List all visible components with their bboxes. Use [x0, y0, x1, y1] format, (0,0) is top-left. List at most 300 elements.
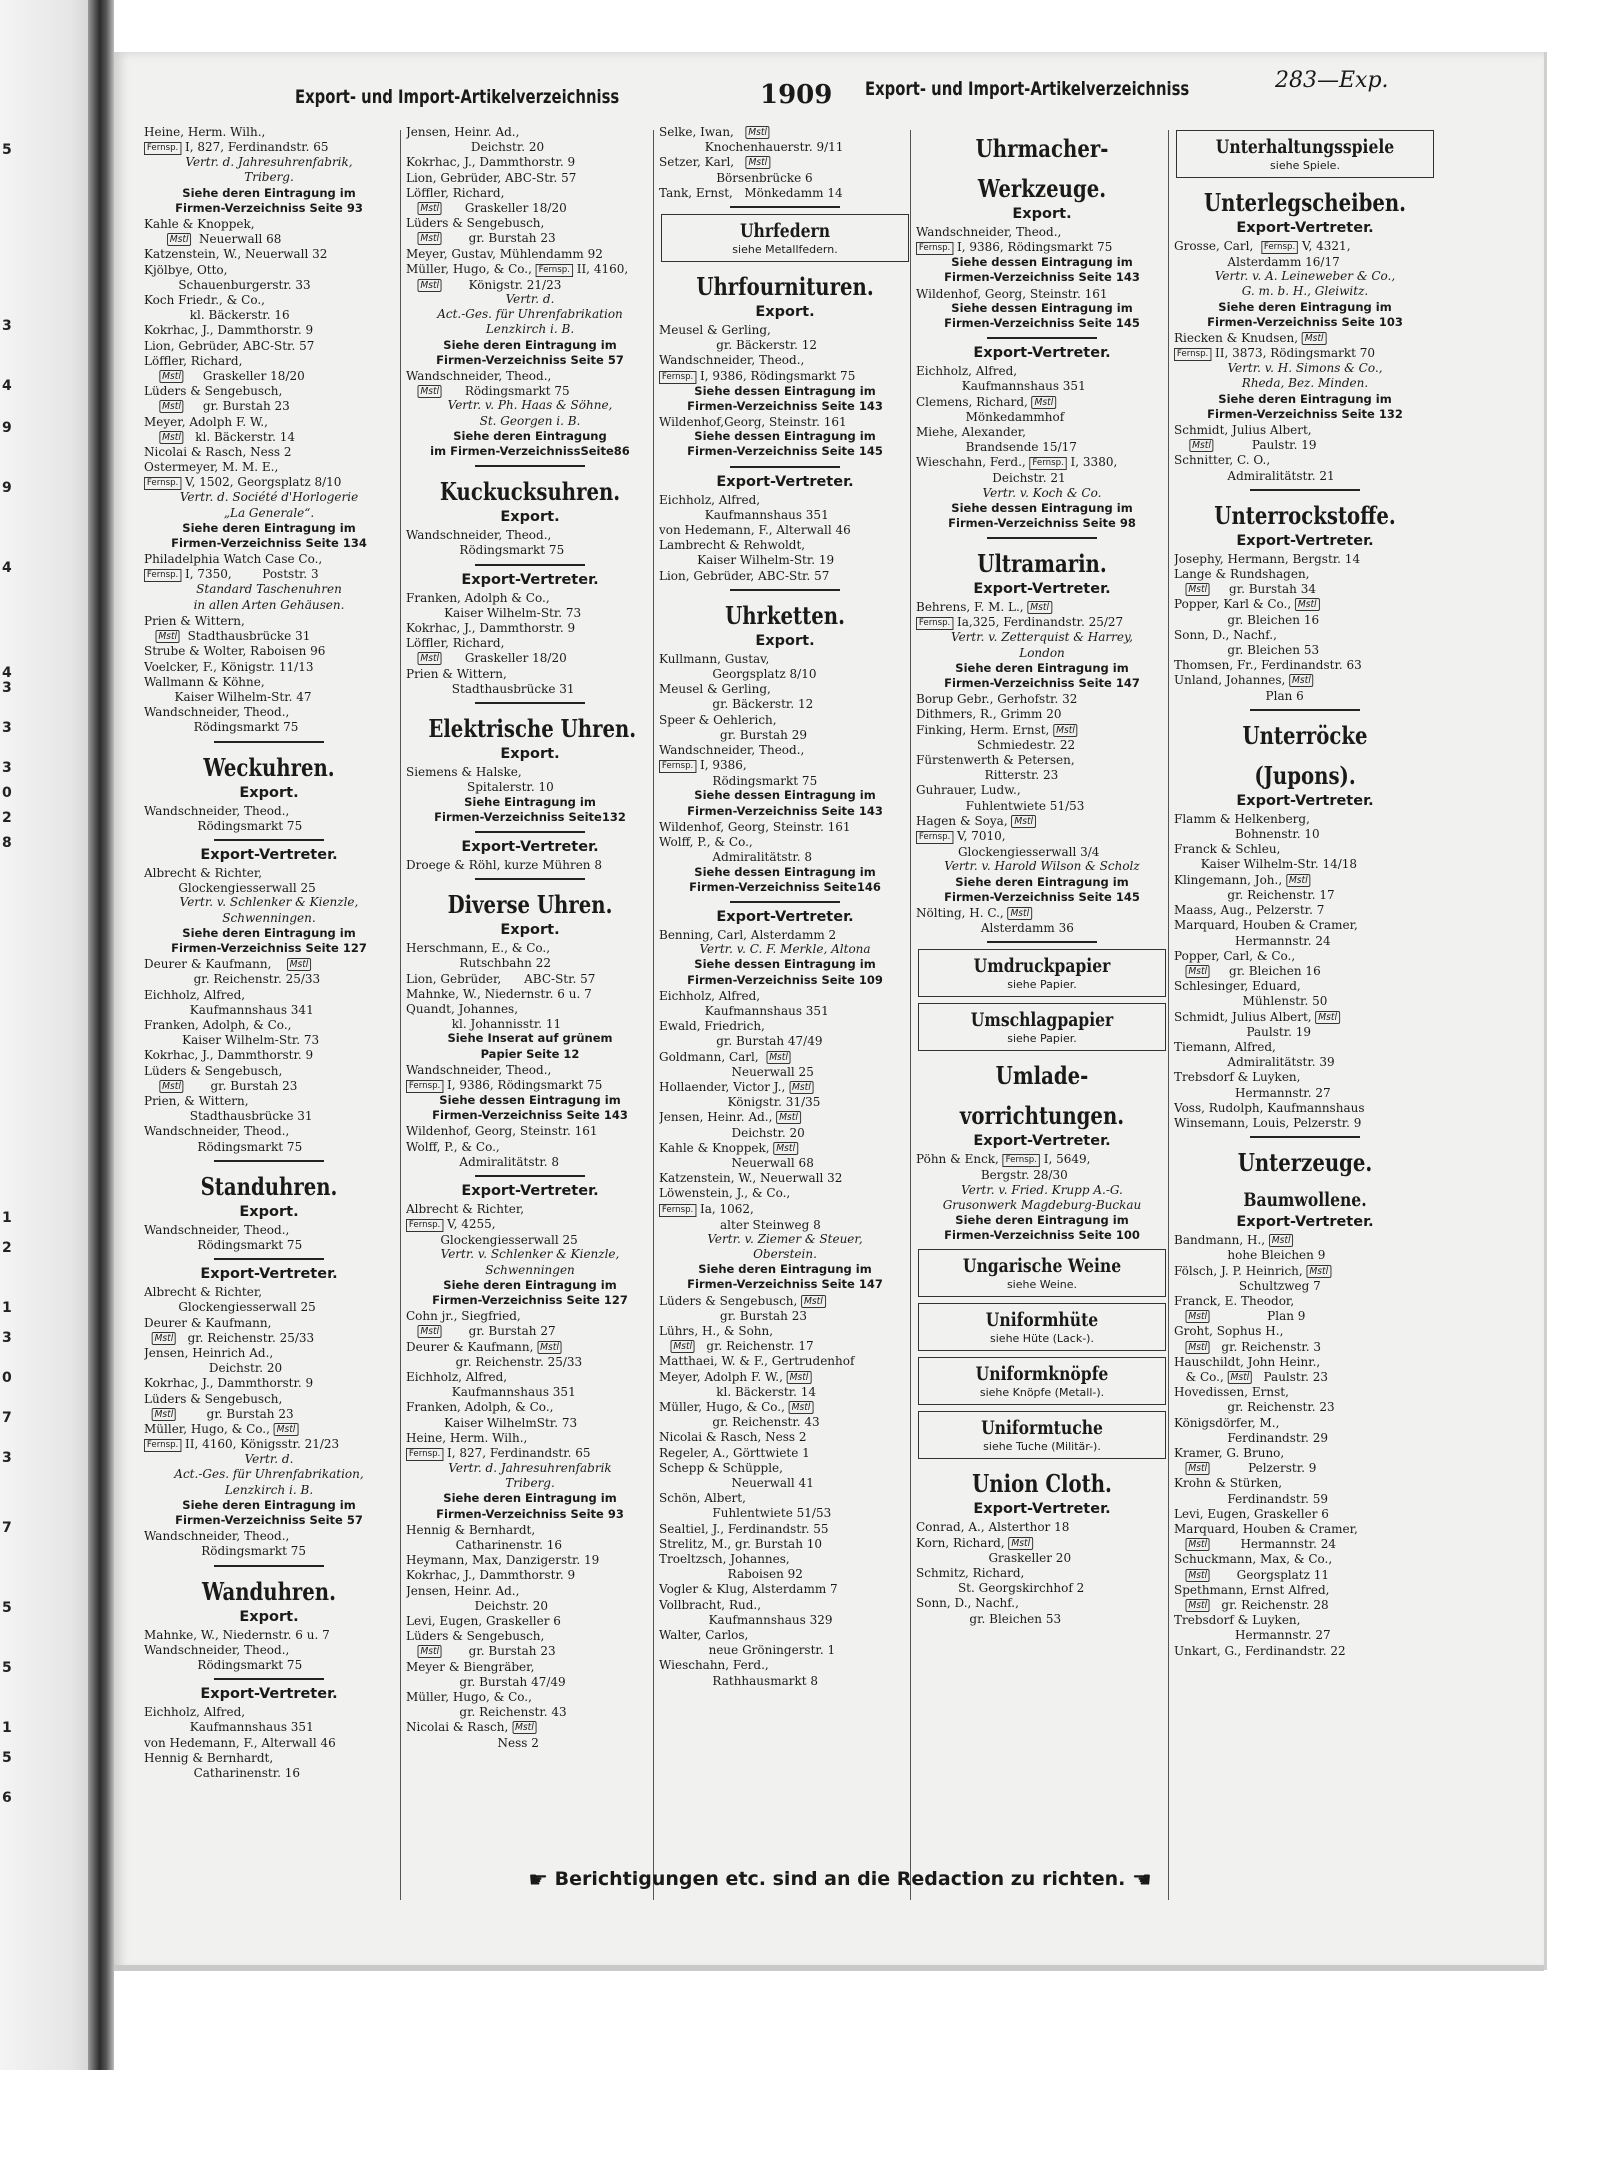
firm-entry-line: Lüders & Sengebusch, — [144, 1062, 283, 1078]
telephone-badge-icon: Fernsp. — [144, 142, 181, 155]
firm-entry-line: Jensen, Heinrich Ad., — [144, 1345, 274, 1360]
mstl-stamp-icon: Mstl — [152, 1332, 176, 1345]
section-rule — [987, 941, 1097, 943]
directory-reference: Siehe deren Eintragung im — [698, 1262, 872, 1277]
firm-entry-line: Wandschneider, Theod., — [144, 1528, 290, 1544]
firm-entry-line: von Hedemann, F., Alterwall 46 — [659, 522, 851, 538]
firm-entry-line: Ewald, Friedrich, — [659, 1018, 765, 1034]
mstl-stamp-icon: Mstl — [1185, 1599, 1209, 1612]
firm-entry-line: Mstl gr. Burstah 23 — [144, 1078, 384, 1093]
firm-entry-line: Marquard, Houben & Cramer, — [1174, 917, 1358, 933]
firm-entry-line: Prien, & Wittern, — [144, 1092, 249, 1108]
firm-entry-line: Franck & Schleu, — [1174, 841, 1281, 857]
firm-entry-line: gr. Reichenstr. 43 — [659, 1414, 820, 1430]
section-rule — [214, 1258, 324, 1260]
firm-entry-line: kl. Johannisstr. 11 — [406, 1016, 562, 1032]
firm-entry-line: Rödingsmarkt 75 — [144, 719, 299, 735]
mstl-stamp-icon: Mstl — [766, 1051, 790, 1064]
section-rule — [987, 537, 1097, 539]
firm-entry-line: Koch Friedr., & Co., — [144, 292, 266, 308]
representation-note: Vertr. d. Société d'Horlogerie — [179, 490, 359, 505]
firm-entry-line: Voss, Rudolph, Kaufmannshaus — [1174, 1099, 1365, 1115]
firm-entry-line: Mstl gr. Burstah 34 — [1174, 581, 1426, 596]
mstl-stamp-icon: Mstl — [787, 1371, 811, 1384]
firm-entry-line: Knochenhauerstr. 9/11 — [659, 139, 844, 155]
firm-entry-line: Admiralitätstr. 21 — [1174, 467, 1335, 483]
representation-note: Rheda, Bez. Minden. — [1241, 376, 1369, 391]
firm-entry-line: Fuhlentwiete 51/53 — [659, 1505, 832, 1521]
margin-mark: 9 — [2, 420, 12, 436]
firm-entry-line: Walter, Carlos, — [659, 1627, 749, 1643]
firm-entry-line: Plan 6 — [1174, 687, 1304, 703]
mstl-stamp-icon: Mstl — [167, 233, 191, 246]
representation-note: Lenzkirch i. B. — [485, 322, 575, 337]
page-number: 283—Exp. — [1275, 68, 1389, 93]
representation-note: „La Generale“. — [223, 505, 315, 520]
mstl-stamp-icon: Mstl — [1008, 1537, 1032, 1550]
firm-entry-line: Rödingsmarkt 75 — [144, 1236, 303, 1252]
firm-entry-line: Borup Gebr., Gerhofstr. 32 — [916, 691, 1078, 707]
firm-entry-line: Ferdinandstr. 59 — [1174, 1490, 1329, 1506]
section-label: Export. — [755, 632, 815, 649]
mstl-stamp-icon: Mstl — [745, 126, 769, 139]
firm-entry-line: Fernsp. II, 3873, Rödingsmarkt 70 — [1174, 345, 1426, 361]
firm-entry-line: Popper, Karl & Co., Mstl — [1174, 596, 1426, 611]
directory-reference: Firmen-Verzeichniss Seite 57 — [175, 1513, 363, 1528]
firm-entry-line: Mstl Georgsplatz 11 — [1174, 1567, 1426, 1582]
directory-reference: Firmen-Verzeichniss Seite 143 — [432, 1108, 628, 1123]
firm-entry-line: Lion, Gebrüder, ABC-Str. 57 — [659, 567, 830, 583]
firm-entry-line: Brandsende 15/17 — [916, 439, 1077, 455]
section-rule — [1250, 489, 1360, 491]
directory-reference: Firmen-Verzeichniss Seite 147 — [944, 676, 1140, 691]
cross-reference-note: siehe Tuche (Militär-). — [983, 1440, 1101, 1454]
section-rule — [475, 831, 585, 833]
firm-entry-line: Mahnke, W., Niedernstr. 6 u. 7 — [144, 1626, 330, 1642]
firm-entry-line: Wandschneider, Theod., — [406, 368, 552, 384]
firm-entry-line: Albrecht & Richter, — [406, 1200, 525, 1216]
representation-note: Oberstein. — [753, 1246, 817, 1261]
firm-entry-line: Lambrecht & Rehwoldt, — [659, 537, 806, 553]
section-rule — [987, 337, 1097, 339]
cross-reference-box — [661, 214, 909, 262]
firm-entry-line: Mstl Graskeller 18/20 — [406, 200, 644, 215]
firm-entry-line: Deichstr. 21 — [916, 470, 1066, 486]
representation-note: Vertr. v. H. Simons & Co., — [1227, 361, 1383, 376]
section-label: Export-Vertreter. — [200, 1266, 338, 1283]
firm-entry-line: Droege & Röhl, kurze Mühren 8 — [406, 856, 602, 872]
firm-entry-line: Fernsp. V, 7010, — [916, 828, 1158, 844]
directory-column-3 — [659, 124, 911, 1904]
directory-reference: Siehe dessen Eintragung im — [694, 383, 876, 398]
representation-note: Grusonwerk Magdeburg-Buckau — [942, 1197, 1142, 1212]
telephone-badge-icon: Fernsp. — [1261, 241, 1298, 254]
firm-entry-line: Kaufmannshaus 351 — [144, 1719, 314, 1735]
margin-mark: 7 — [2, 1520, 12, 1536]
firm-entry-line: Wandschneider, Theod., — [144, 1221, 290, 1237]
directory-reference: Firmen-Verzeichniss Seite 143 — [944, 270, 1140, 285]
firm-entry-line: Stadthausbrücke 31 — [144, 1108, 313, 1124]
telephone-badge-icon: Fernsp. — [406, 1448, 443, 1461]
telephone-badge-icon: Fernsp. — [144, 569, 181, 582]
section-rule — [730, 466, 840, 468]
directory-reference: Siehe deren Eintragung im — [955, 660, 1129, 675]
directory-column-4 — [916, 124, 1168, 1904]
category-heading: Elektrische Uhren. — [428, 714, 637, 744]
directory-reference: Firmen-Verzeichniss Seite 134 — [171, 536, 367, 551]
mstl-stamp-icon: Mstl — [1027, 601, 1051, 614]
firm-entry-line: Kokrhac, J., Dammthorstr. 9 — [144, 322, 314, 338]
category-heading: Unterzeuge. — [1237, 1148, 1373, 1178]
directory-reference: Firmen-Verzeichniss Seite 103 — [1207, 314, 1403, 329]
firm-entry-line: Hollaender, Victor J., Mstl — [659, 1079, 901, 1094]
firm-entry-line: alter Steinweg 8 — [659, 1216, 821, 1232]
directory-reference: Siehe Eintragung im — [464, 794, 596, 809]
category-heading: (Jupons). — [1254, 760, 1356, 790]
mstl-stamp-icon: Mstl — [1315, 1011, 1339, 1024]
mstl-stamp-icon: Mstl — [801, 1295, 825, 1308]
firm-entry-line: Rödingsmarkt 75 — [144, 1138, 303, 1154]
margin-mark: 6 — [2, 1790, 12, 1806]
section-label: Export-Vertreter. — [1236, 792, 1374, 809]
mstl-stamp-icon: Mstl — [1286, 874, 1310, 887]
directory-reference: Siehe deren Eintragung im — [182, 185, 356, 200]
mstl-stamp-icon: Mstl — [1053, 724, 1077, 737]
firm-entry-line: Lion, Gebrüder, ABC-Str. 57 — [406, 970, 596, 986]
firm-entry-line: gr. Reichenstr. 17 — [1174, 886, 1335, 902]
firm-entry-line: Wandschneider, Theod., — [144, 802, 290, 818]
margin-mark: 3 — [2, 1450, 12, 1466]
cross-reference-heading: Ungarische Weine — [962, 1255, 1122, 1278]
firm-entry-line: Finking, Herm. Ernst, Mstl — [916, 722, 1158, 737]
firm-entry-line: Mstl Neuerwall 68 — [144, 231, 384, 246]
firm-entry-line: Kaiser Wilhelm-Str. 19 — [659, 552, 835, 568]
firm-entry-line: Speer & Oehlerich, — [659, 711, 777, 727]
firm-entry-line: Mönkedammhof — [916, 408, 1065, 424]
firm-entry-line: Maass, Aug., Pelzerstr. 7 — [1174, 902, 1325, 918]
directory-reference: Firmen-Verzeichniss Seite 143 — [687, 803, 883, 818]
mstl-stamp-icon: Mstl — [417, 202, 441, 215]
firm-entry-line: gr. Reichenstr. 43 — [406, 1704, 567, 1720]
firm-entry-line: gr. Reichenstr. 23 — [1174, 1399, 1335, 1415]
running-header — [175, 62, 1465, 124]
firm-entry-line: Conrad, A., Alsterthor 18 — [916, 1519, 1070, 1535]
cross-reference-note: siehe Hüte (Lack-). — [990, 1332, 1094, 1346]
section-label: Export-Vertreter. — [461, 571, 599, 588]
firm-entry-line: Benning, Carl, Alsterdamm 2 — [659, 926, 837, 942]
section-rule — [730, 901, 840, 903]
firm-entry-line: Pöhn & Enck, Fernsp. I, 5649, — [916, 1151, 1091, 1167]
margin-mark: 3 — [2, 760, 12, 776]
directory-reference: Siehe deren Eintragung im — [955, 1212, 1129, 1227]
section-rule — [475, 1175, 585, 1177]
firm-entry-line: Müller, Hugo, & Co., Mstl — [659, 1399, 901, 1414]
representation-note: Vertr. v. Schlenker & Kienzle, — [179, 895, 359, 910]
mstl-stamp-icon: Mstl — [1295, 598, 1319, 611]
representation-note: Vertr. v. Koch & Co. — [982, 485, 1102, 500]
firm-entry-line: Mstl Rödingsmarkt 75 — [406, 383, 644, 398]
firm-entry-line: Wildenhof, Georg, Steinstr. 161 — [406, 1123, 598, 1139]
firm-entry-line: kl. Bäckerstr. 16 — [144, 307, 290, 323]
margin-mark: 7 — [2, 1410, 12, 1426]
cross-reference-heading: Uniformknöpfe — [975, 1363, 1109, 1386]
firm-entry-line: Deurer & Kaufmann, Mstl — [144, 956, 384, 971]
firm-entry-line: Fernsp. Ia,325, Ferdinandstr. 25/27 — [916, 614, 1158, 630]
margin-mark: 4 — [2, 560, 12, 576]
firm-entry-line: Kahle & Knoppek, Mstl — [659, 1140, 901, 1155]
representation-note: Vertr. v. Ziemer & Steuer, — [707, 1231, 863, 1246]
directory-reference: Siehe dessen Eintragung im — [951, 300, 1133, 315]
firm-entry-line: gr. Reichenstr. 25/33 — [406, 1353, 583, 1369]
firm-entry-line: Mstl Graskeller 18/20 — [406, 650, 644, 665]
firm-entry-line: Deichstr. 20 — [659, 1124, 805, 1140]
firm-entry-line: Eichholz, Alfred, — [659, 491, 761, 507]
firm-entry-line: kl. Bäckerstr. 14 — [659, 1383, 817, 1399]
firm-entry-line: Deichstr. 20 — [406, 1597, 548, 1613]
firm-entry-line: Albrecht & Richter, — [144, 864, 263, 880]
footer-notice — [460, 1868, 1220, 1898]
firm-entry-line: Hermannstr. 27 — [1174, 1084, 1331, 1100]
firm-entry-line: Deurer & Kaufmann, Mstl — [406, 1339, 644, 1354]
firm-entry-line: Wieschahn, Ferd., — [659, 1657, 769, 1673]
firm-entry-line: Voelcker, F., Königstr. 11/13 — [144, 658, 314, 674]
mstl-stamp-icon: Mstl — [746, 156, 770, 169]
firm-entry-line: Graskeller 20 — [916, 1549, 1072, 1565]
section-label: Export. — [500, 922, 560, 939]
firm-entry-line: Thomsen, Fr., Ferdinandstr. 63 — [1174, 657, 1362, 673]
firm-entry-line: gr. Burstah 29 — [659, 726, 808, 742]
mstl-stamp-icon: Mstl — [1269, 1234, 1293, 1247]
representation-note: Triberg. — [244, 170, 294, 185]
section-rule — [1250, 1136, 1360, 1138]
cross-reference-box — [918, 1303, 1166, 1351]
section-label: Export-Vertreter. — [973, 1133, 1111, 1150]
firm-entry-line: Popper, Carl, & Co., — [1174, 947, 1296, 963]
firm-entry-line: Schnitter, C. O., — [1174, 452, 1271, 468]
firm-entry-line: Wandschneider, Theod., — [144, 1641, 290, 1657]
firm-entry-line: Lüders & Sengebusch, — [144, 383, 283, 399]
representation-note: Vertr. v. A. Leineweber & Co., — [1214, 269, 1396, 284]
mstl-stamp-icon: Mstl — [789, 1401, 813, 1414]
firm-entry-line: Riecken & Knudsen, Mstl — [1174, 330, 1426, 345]
firm-entry-line: Mühlenstr. 50 — [1174, 993, 1328, 1009]
mstl-stamp-icon: Mstl — [159, 370, 183, 383]
firm-entry-line: Löwenstein, J., & Co., — [659, 1185, 791, 1201]
margin-mark: 3 — [2, 318, 12, 334]
header-year: 1909 — [760, 80, 833, 110]
firm-entry-line: Mstl Stadthausbrücke 31 — [144, 628, 384, 643]
mstl-stamp-icon: Mstl — [512, 1721, 536, 1734]
firm-entry-line: Hovedissen, Ernst, — [1174, 1384, 1289, 1400]
firm-entry-line: Fernsp. V, 4255, — [406, 1216, 644, 1232]
category-heading: Umlade- — [995, 1061, 1089, 1091]
firm-entry-line: Josephy, Hermann, Bergstr. 14 — [1174, 550, 1361, 566]
margin-mark: 9 — [2, 480, 12, 496]
firm-entry-line: gr. Burstah 47/49 — [659, 1033, 823, 1049]
margin-mark: 0 — [2, 785, 12, 801]
firm-entry-line: Wandschneider, Theod., — [659, 352, 805, 368]
firm-entry-line: Glockengiesserwall 25 — [406, 1232, 578, 1248]
cross-reference-note: siehe Knöpfe (Metall-). — [979, 1386, 1105, 1400]
telephone-badge-icon: Fernsp. — [659, 1204, 696, 1217]
firm-entry-line: Lüders & Sengebusch, — [406, 215, 545, 231]
directory-reference: Firmen-Verzeichniss Seite 145 — [944, 889, 1140, 904]
firm-entry-line: Mstl gr. Burstah 23 — [406, 230, 644, 245]
section-label: Export-Vertreter. — [461, 838, 599, 855]
firm-entry-line: Fernsp. I, 827, Ferdinandstr. 65 — [406, 1445, 644, 1461]
firm-entry-line: Müller, Hugo, & Co., Fernsp. II, 4160, — [406, 260, 629, 276]
firm-entry-line: Hagen & Soya, Mstl — [916, 813, 1158, 828]
telephone-badge-icon: Fernsp. — [1174, 348, 1211, 361]
firm-entry-line: Fölsch, J. P. Heinrich, Mstl — [1174, 1263, 1426, 1278]
firm-entry-line: Franken, Adolph, & Co., — [406, 1399, 554, 1415]
firm-entry-line: Mstl Königstr. 21/23 — [406, 277, 644, 292]
directory-column-2 — [406, 124, 654, 1904]
firm-entry-line: Wandschneider, Theod., — [144, 1123, 290, 1139]
cross-reference-box — [918, 1249, 1166, 1297]
firm-entry-line: gr. Bleichen 53 — [1174, 642, 1320, 658]
category-heading: Werkzeuge. — [977, 174, 1107, 203]
section-rule — [475, 878, 585, 880]
firm-entry-line: Fernsp. V, 1502, Georgsplatz 8/10 — [144, 474, 384, 490]
firm-entry-line: Prien & Wittern, — [144, 612, 245, 628]
section-label: Export. — [239, 1203, 299, 1220]
mstl-stamp-icon: Mstl — [417, 652, 441, 665]
firm-entry-line: Meyer & Biengräber, — [406, 1658, 535, 1674]
directory-column-5 — [1174, 124, 1436, 1904]
firm-entry-line: Fürstenwerth & Petersen, — [916, 752, 1075, 768]
firm-entry-line: Miehe, Alexander, — [916, 424, 1026, 440]
directory-columns — [144, 124, 1446, 1904]
firm-entry-line: Heine, Herm. Wilh., — [144, 124, 266, 139]
firm-entry-line: Hermannstr. 24 — [1174, 932, 1331, 948]
firm-entry-line: Philadelphia Watch Case Co., — [144, 551, 323, 567]
representation-note: Act.-Ges. für Uhrenfabrikation — [437, 307, 623, 322]
telephone-badge-icon: Fernsp. — [406, 1080, 443, 1093]
firm-entry-line: Löffler, Richard, — [144, 352, 243, 368]
representation-note: Vertr. d. — [244, 1452, 294, 1467]
firm-entry-line: Goldmann, Carl, Mstl — [659, 1049, 901, 1064]
section-label: Export-Vertreter. — [1236, 1214, 1374, 1231]
firm-entry-line: Alsterdamm 36 — [916, 920, 1074, 936]
firm-entry-line: Dithmers, R., Grimm 20 — [916, 706, 1062, 722]
cross-reference-box — [918, 1411, 1166, 1459]
column-divider — [400, 130, 401, 1900]
telephone-badge-icon: Fernsp. — [144, 477, 181, 490]
directory-reference: Siehe dessen Eintragung im — [694, 788, 876, 803]
directory-reference: Firmen-Verzeichniss Seite 143 — [687, 398, 883, 413]
cross-reference-note: siehe Metallfedern. — [732, 243, 838, 257]
firm-entry-line: Wandschneider, Theod., — [406, 1061, 552, 1077]
directory-reference: Firmen-Verzeichniss Seite 147 — [687, 1277, 883, 1292]
firm-entry-line: Fernsp. I, 9386, Rödingsmarkt 75 — [659, 368, 901, 384]
section-rule — [730, 206, 840, 208]
representation-note: Act.-Ges. für Uhrenfabrikation, — [174, 1467, 364, 1482]
category-heading: Unterrockstoffe. — [1214, 500, 1396, 530]
directory-reference: Firmen-Verzeichniss Seite 93 — [436, 1506, 624, 1521]
firm-entry-line: Franken, Adolph, & Co., — [144, 1016, 292, 1032]
directory-reference: Firmen-Verzeichniss Seite 109 — [687, 972, 883, 987]
firm-entry-line: Wieschahn, Ferd., Fernsp. I, 3380, — [916, 454, 1118, 470]
section-label: Export-Vertreter. — [200, 846, 338, 863]
mstl-stamp-icon: Mstl — [1185, 1310, 1209, 1323]
firm-entry-line: Fernsp. I, 9386, Rödingsmarkt 75 — [406, 1077, 644, 1093]
mstl-stamp-icon: Mstl — [1185, 1538, 1209, 1551]
firm-entry-line: Rutschbahn 22 — [406, 955, 551, 971]
directory-reference: Siehe deren Eintragung im — [443, 1277, 617, 1292]
firm-entry-line: Bandmann, H., Mstl — [1174, 1232, 1426, 1247]
firm-entry-line: Klingemann, Joh., Mstl — [1174, 872, 1426, 887]
section-rule — [214, 1160, 324, 1162]
firm-entry-line: Hennig & Bernhardt, — [406, 1521, 536, 1537]
telephone-badge-icon: Fernsp. — [144, 1439, 181, 1452]
representation-note: Standard Taschenuhren — [196, 582, 342, 597]
firm-entry-line: Nölting, H. C., Mstl — [916, 905, 1158, 920]
directory-reference: Firmen-Verzeichniss Seite 145 — [687, 444, 883, 459]
firm-entry-line: Albrecht & Richter, — [144, 1284, 263, 1300]
firm-entry-line: Wolff, P., & Co., — [406, 1138, 500, 1154]
section-label: Export. — [755, 304, 815, 321]
firm-entry-line: Meusel & Gerling, — [659, 322, 771, 338]
firm-entry-line: Wandschneider, Theod., — [406, 527, 552, 543]
section-label: Export-Vertreter. — [461, 1182, 599, 1199]
firm-entry-line: Eichholz, Alfred, — [144, 1704, 246, 1720]
firm-entry-line: Eichholz, Alfred, — [659, 987, 761, 1003]
firm-entry-line: Schlesinger, Eduard, — [1174, 978, 1301, 994]
firm-entry-line: Deurer & Kaufmann, — [144, 1314, 272, 1330]
firm-entry-line: Hermannstr. 27 — [1174, 1627, 1331, 1643]
firm-entry-line: Setzer, Karl, Mstl — [659, 154, 901, 169]
firm-entry-line: Kokrhac, J., Dammthorstr. 9 — [406, 154, 576, 170]
firm-entry-line: Mstl gr. Bleichen 16 — [1174, 963, 1426, 978]
directory-reference: Firmen-Verzeichniss Seite 127 — [171, 940, 367, 955]
footer-text: Berichtigungen etc. sind an die Redaction zu richten. — [554, 1868, 1126, 1890]
firm-entry-line: Meusel & Gerling, — [659, 681, 771, 697]
directory-reference: Siehe dessen Eintragung im — [694, 864, 876, 879]
book-spine — [88, 0, 114, 2070]
firm-entry-line: Königsdörfer, M., — [1174, 1414, 1280, 1430]
margin-mark: 0 — [2, 1370, 12, 1386]
facing-page-margin-marks — [0, 0, 22, 2070]
firm-entry-line: Kjölbye, Otto, — [144, 261, 228, 277]
mstl-stamp-icon: Mstl — [1189, 439, 1213, 452]
representation-note: G. m. b. H., Gleiwitz. — [1241, 284, 1369, 299]
firm-entry-line: Stadthausbrücke 31 — [406, 680, 575, 696]
firm-entry-line: Schmiedestr. 22 — [916, 736, 1076, 752]
firm-entry-line: Heine, Herm. Wilh., — [406, 1429, 528, 1445]
firm-entry-line: Kaiser Wilhelm-Str. 14/18 — [1174, 856, 1358, 872]
mstl-stamp-icon: Mstl — [287, 958, 311, 971]
firm-entry-line: Sealtiel, J., Ferdinandstr. 55 — [659, 1520, 829, 1536]
telephone-badge-icon: Fernsp. — [916, 242, 953, 255]
firm-entry-line: Spethmann, Ernst Alfred, — [1174, 1581, 1330, 1597]
firm-entry-line: Löffler, Richard, — [406, 635, 505, 651]
firm-entry-line: Behrens, F. M. L., Mstl — [916, 599, 1158, 614]
firm-entry-line: Clemens, Richard, Mstl — [916, 394, 1158, 409]
column-divider — [1168, 130, 1169, 1900]
mstl-stamp-icon: Mstl — [152, 1408, 176, 1421]
header-left-title: Export- und Import-Artikelverzeichniss — [295, 86, 620, 108]
firm-entry-line: Mstl gr. Reichenstr. 28 — [1174, 1597, 1426, 1612]
firm-entry-line: Herschmann, E., & Co., — [406, 940, 551, 956]
firm-entry-line: Siemens & Halske, — [406, 764, 522, 780]
directory-reference: Siehe dessen Eintragung im — [694, 429, 876, 444]
directory-reference: Siehe deren Eintragung im — [443, 1491, 617, 1506]
section-label: Export. — [1012, 206, 1072, 222]
firm-entry-line: Fernsp. I, 7350, Poststr. 3 — [144, 566, 384, 582]
section-rule — [475, 465, 585, 467]
cross-reference-heading: Uniformhüte — [985, 1309, 1099, 1332]
